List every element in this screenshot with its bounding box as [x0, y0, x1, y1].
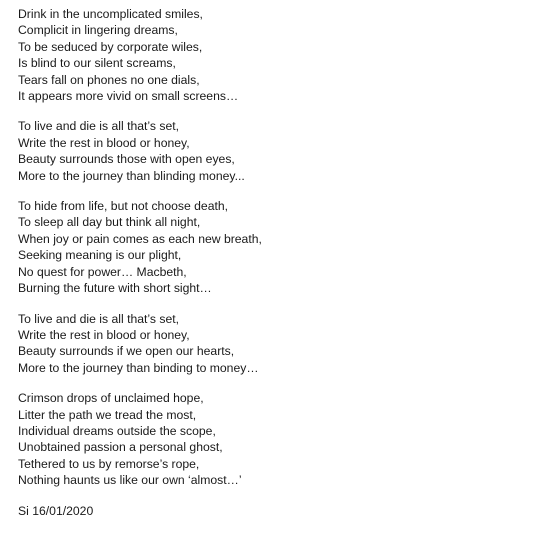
poem-line: Beauty surrounds those with open eyes, [18, 152, 235, 167]
poem-line: Tethered to us by remorse’s rope, [18, 456, 200, 471]
poem-line: Beauty surrounds if we open our hearts, [18, 344, 235, 359]
poem-line: To be seduced by corporate wiles, [18, 39, 203, 54]
poem-line: No quest for power… Macbeth, [18, 264, 187, 279]
poem-line: Litter the path we tread the most, [18, 407, 197, 422]
poem-line: Write the rest in blood or honey, [18, 327, 190, 342]
poem-line: To live and die is all that’s set, [18, 119, 180, 134]
poem-line: Unobtained passion a personal ghost, [18, 440, 223, 455]
poem-line: More to the journey than blinding money... [18, 168, 245, 183]
stanza-2 [18, 118, 528, 184]
poem-line: Complicit in lingering dreams, [18, 23, 178, 38]
signature: Si 16/01/2020 [18, 503, 94, 518]
stanza-5 [18, 390, 528, 488]
poem-line: Tears fall on phones no one dials, [18, 72, 200, 87]
stanza-3 [18, 198, 528, 296]
stanza-4 [18, 311, 528, 377]
poem-line: Drink in the uncomplicated smiles, [18, 7, 203, 21]
poem-line: It appears more vivid on small screens… [18, 89, 239, 104]
poem-line: Nothing haunts us like our own ‘almost…’ [18, 473, 242, 488]
poem-line: Crimson drops of unclaimed hope, [18, 391, 204, 406]
poem-line: Burning the future with short sight… [18, 281, 212, 296]
poem-line: To hide from life, but not choose death, [18, 199, 229, 214]
poem-line: Write the rest in blood or honey, [18, 135, 190, 150]
poem-line: To live and die is all that’s set, [18, 311, 180, 326]
poem-line: Individual dreams outside the scope, [18, 423, 216, 438]
poem-line: Is blind to our silent screams, [18, 56, 176, 71]
poem-line: More to the journey than binding to money… [18, 360, 259, 375]
poem-line: To sleep all day but think all night, [18, 215, 201, 230]
poem-line: When joy or pain comes as each new breath, [18, 231, 262, 246]
stanza-1 [18, 6, 528, 104]
poem-page [18, 6, 528, 519]
poem-line: Seeking meaning is our plight, [18, 248, 182, 263]
